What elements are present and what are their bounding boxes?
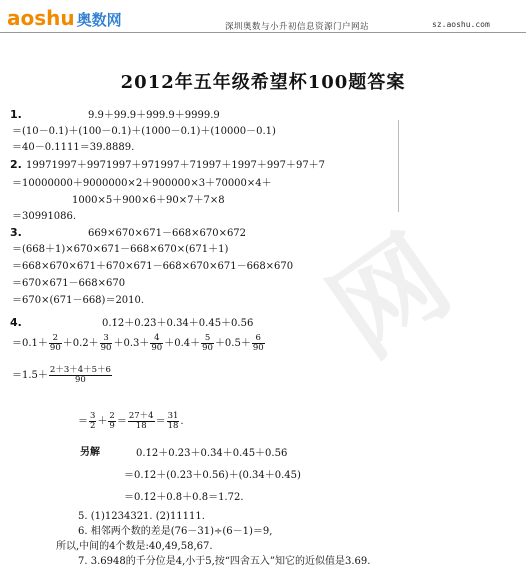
fraction-denominator: 2 — [90, 421, 96, 431]
fraction-numerator: 6 — [252, 334, 265, 344]
fraction-denominator: 90 — [75, 375, 86, 385]
fraction-denominator: 90 — [202, 343, 213, 353]
fraction-numerator: 27＋4 — [128, 411, 154, 421]
q4-line4 — [78, 412, 184, 431]
fraction-numerator: 2 — [49, 334, 62, 344]
fraction-numerator: 2 — [109, 411, 115, 421]
q2-number: 2. — [10, 158, 22, 171]
q3-number: 3. — [10, 226, 22, 239]
alt-line1: 0.1̇2̇＋0.2̇3̇＋0.3̇4̇＋0.4̇5̇＋0.5̇6̇ — [136, 448, 288, 459]
fraction — [128, 412, 155, 431]
watermark: 网 — [308, 212, 472, 381]
q4-l4-text: . — [180, 416, 184, 427]
q4-l2-text: ＋0.5＋ — [214, 338, 251, 349]
q2-line3: 1000×5＋900×6＋90×7＋7×8 — [72, 195, 225, 206]
fraction — [201, 334, 214, 353]
fraction — [150, 334, 163, 353]
q3-line5: ＝670×(671－668)＝2010. — [12, 295, 145, 306]
q1-number: 1. — [10, 108, 22, 121]
page-title: 2012年五年级希望杯100题答案 — [120, 72, 406, 93]
q1-line1: 9.9＋99.9＋999.9＋9999.9 — [88, 110, 220, 121]
fraction — [252, 334, 265, 353]
q4-line2 — [12, 334, 266, 353]
fraction-denominator: 18 — [167, 421, 179, 431]
q6-line2: 所以,中间的4个数是:40,49,58,67. — [56, 541, 213, 552]
fraction-numerator: 5 — [201, 334, 214, 344]
alt-solution-label: 另解 — [80, 447, 100, 458]
site-url[interactable]: sz.aoshu.com — [432, 20, 490, 29]
q4-l2-text: ＝0.1＋ — [12, 338, 48, 349]
fraction — [167, 412, 180, 431]
fraction-denominator: 90 — [100, 343, 112, 353]
fraction — [108, 412, 115, 431]
fraction — [49, 334, 62, 353]
q4-l4-text: ＝ — [116, 416, 127, 427]
logo-text: aoshu — [7, 6, 75, 30]
fraction-denominator: 9 — [109, 421, 115, 431]
q4-line1: 0.1̇2̇＋0.2̇3̇＋0.3̇4̇＋0.4̇5̇＋0.5̇6̇ — [102, 318, 254, 329]
q1-line3: ＝40－0.1111＝39.8889. — [12, 142, 135, 153]
fraction — [49, 366, 112, 385]
q3-line2: ＝(668＋1)×670×671－668×670×(671＋1) — [12, 244, 229, 255]
fraction-denominator: 90 — [151, 343, 163, 353]
q3-line4: ＝670×671－668×670 — [12, 278, 126, 289]
fraction-denominator: 90 — [49, 343, 61, 353]
q4-l4-text: ＋ — [97, 416, 108, 427]
fraction-numerator: 3 — [90, 411, 96, 421]
q1-line2: ＝(10－0.1)＋(100－0.1)＋(1000－0.1)＋(10000－0.1) — [12, 126, 276, 137]
q4-l2-text: ＋0.4＋ — [164, 338, 201, 349]
logo-cn: 奥数网 — [76, 11, 122, 29]
fraction — [89, 412, 96, 431]
q4-l4-text: ＝ — [78, 416, 88, 427]
fraction — [100, 334, 113, 353]
q5-answer: 5. (1)1234321. (2)11111. — [78, 511, 205, 522]
q3-line3: ＝668×670×671＋670×671－668×670×671－668×670 — [12, 261, 294, 272]
q4-line3 — [12, 366, 113, 385]
fraction-numerator: 31 — [167, 411, 179, 421]
fraction-denominator: 18 — [135, 421, 147, 431]
q4-l2-text: ＋0.2＋ — [62, 338, 99, 349]
fraction-numerator: 3 — [100, 334, 113, 344]
q4-l2-text: ＋0.3＋ — [113, 338, 150, 349]
fraction-numerator: 2＋3＋4＋5＋6 — [49, 365, 111, 375]
site-tagline: 深圳奥数与小升初信息资源门户网站 — [225, 22, 370, 32]
q4-number: 4. — [10, 316, 22, 329]
q6-line1: 6. 相邻两个数的差是(76－31)÷(6－1)＝9, — [78, 526, 273, 537]
q4-l4-text: ＝ — [155, 416, 166, 427]
q3-line1: 669×670×671－668×670×672 — [88, 228, 247, 239]
aoshu-logo[interactable] — [7, 6, 122, 30]
q2-line2: ＝10000000＋9000000×2＋900000×3＋70000×4＋ — [12, 178, 272, 189]
q4-l3-text: ＝1.5＋ — [12, 370, 48, 381]
alt-line2: ＝0.1̇2̇＋(0.2̇3̇＋0.5̇6̇)＋(0.3̇4̇＋0.4̇5̇) — [124, 470, 301, 481]
q7-answer: 7. 3.6948的千分位是4,小于5,按“四舍五入”知它的近似值是3.69. — [78, 556, 371, 567]
fraction-numerator: 4 — [150, 334, 163, 344]
fraction-denominator: 90 — [252, 343, 264, 353]
alt-line3: ＝0.1̇2̇＋0.8̇＋0.8̇＝1.72. — [124, 492, 244, 503]
page-header — [0, 0, 526, 38]
q2-line1: 19971997＋9971997＋971997＋71997＋1997＋997＋97＋7 — [26, 160, 326, 171]
header-divider — [0, 32, 526, 33]
margin-line — [398, 120, 399, 212]
q2-line4: ＝30991086. — [12, 211, 77, 222]
